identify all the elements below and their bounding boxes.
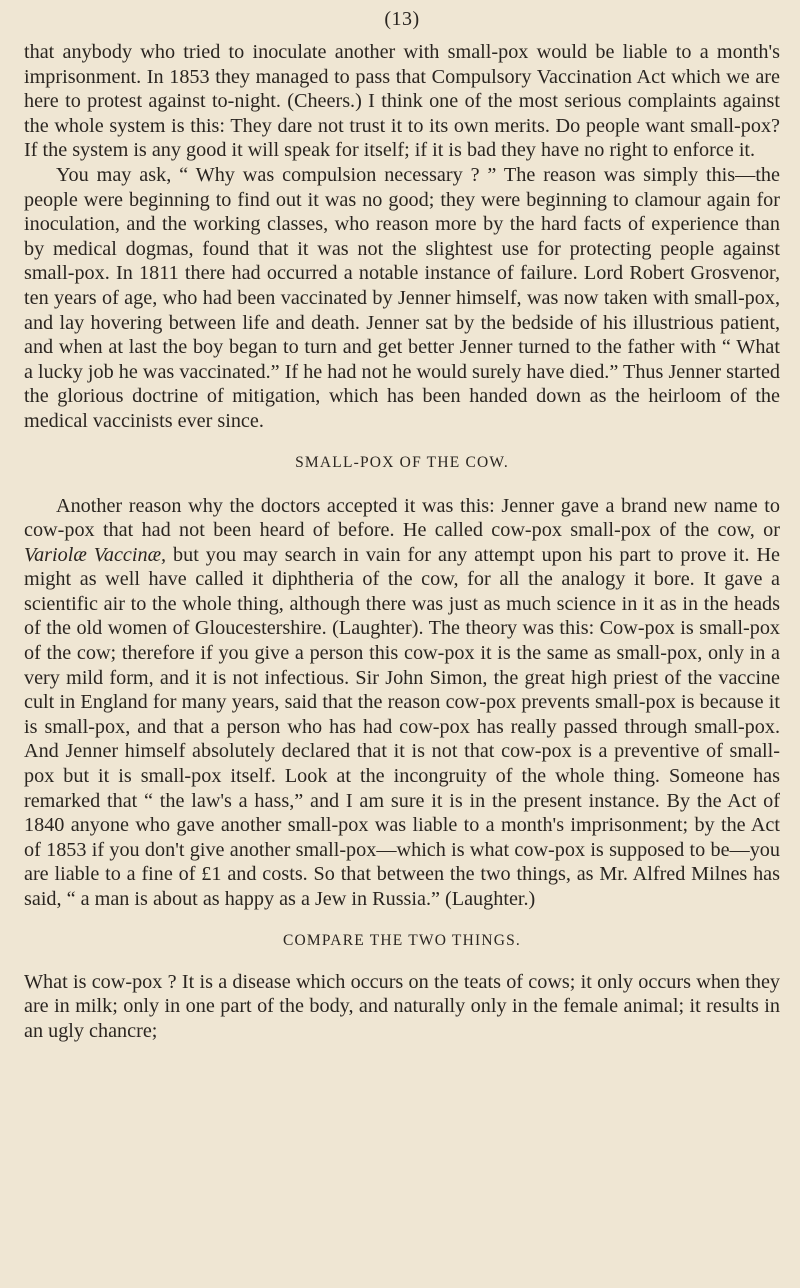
paragraph-opening: that anybody who tried to inoculate another with small-pox would be liable to a month's imprisonment. In 1853 they managed to pass that Compulsory Vaccination Act which we are here to protest against to-night. (Cheers.) I think one of the most serious complaints against the whole system is this: They dare not trust it to its own merits. Do people want small-pox? If the system is any good it will speak for itself; if it is bad they have no right to enforce it. xyxy=(24,41,780,162)
paragraph-what-is-cow-pox: What is cow-pox ? It is a disease which occurs on the teats of cows; it only occurs when they are in milk; only in one part of the body, and naturally only in the female animal; it results in an ugly chancre; xyxy=(24,970,780,1042)
section-heading-compare-the-two-things: COMPARE THE TWO THINGS. xyxy=(282,931,522,949)
paragraph-another-reason xyxy=(24,494,780,912)
paragraph-text-before-italic: Another reason why the doctors accepted it was this: Jenner gave a brand new name to cow-pox that had not been heard of before. He called cow-pox small-pox of the cow, or xyxy=(24,494,780,542)
paragraph-compulsion: You may ask, “ Why was compulsion necessary ? ” The reason was simply this—the people were beginning to find out it was no good; they were beginning to clamour again for inoculation, and the working classes, who reason more by the hard facts of experience than by medical dogmas, found that it was not the slightest use for protecting people against small-pox. In 1811 there had occurred a notable instance of failure. Lord Robert Grosvenor, ten years of age, who had been vaccinated by Jenner himself, was now taken with small-pox, and lay hovering between life and death. Jenner sat by the bedside of his illustrious patient, and when at last the boy began to turn and get better Jenner turned to the father with “ What a lucky job he was vaccinated.” If he had not he would surely have died.” Thus Jenner started the glorious doctrine of mitigation, which has been handed down as the heirloom of the medical vaccinists ever since. xyxy=(24,163,780,432)
page-number: (13) xyxy=(384,8,420,30)
section-heading-small-pox-of-the-cow: SMALL-POX OF THE COW. xyxy=(295,453,509,471)
latin-term-italic: Variolæ Vaccinæ, xyxy=(24,543,167,566)
paragraph-text-after-italic: but you may search in vain for any attempt upon his part to prove it. He might as well have called it diphtheria of the cow, for all the analogy it bore. It gave a scientific air to the whole thing, although there was just as much science in it as in the heads of the old women of Gloucestershire. (Laughter). The theory was this: Cow-pox is small-pox of the cow; therefore if you give a person this cow-pox it is the same as small-pox, only in a very mild form, and it is not infectious. Sir John Simon, the great high priest of the vaccine cult in England for many years, said that the reason cow-pox prevents small-pox is because it is small-pox, and that a person who has had cow-pox has really passed through small-pox. And Jenner himself absolutely declared that it is not that cow-pox is a preventive of small-pox but it is small-pox itself. Look at the incongruity of the whole thing. Someone has remarked that “ the law's a hass,” and I am sure it is in the present instance. By the Act of 1840 anyone who gave another small-pox was liable to a month's imprisonment; by the Act of 1853 if you don't give another small-pox—which is what cow-pox is supposed to be—you are liable to a fine of £1 and costs. So that between the two things, as Mr. Alfred Milnes has said, “ a man is about as happy as a Jew in Russia.” (Laughter.) xyxy=(24,543,781,910)
